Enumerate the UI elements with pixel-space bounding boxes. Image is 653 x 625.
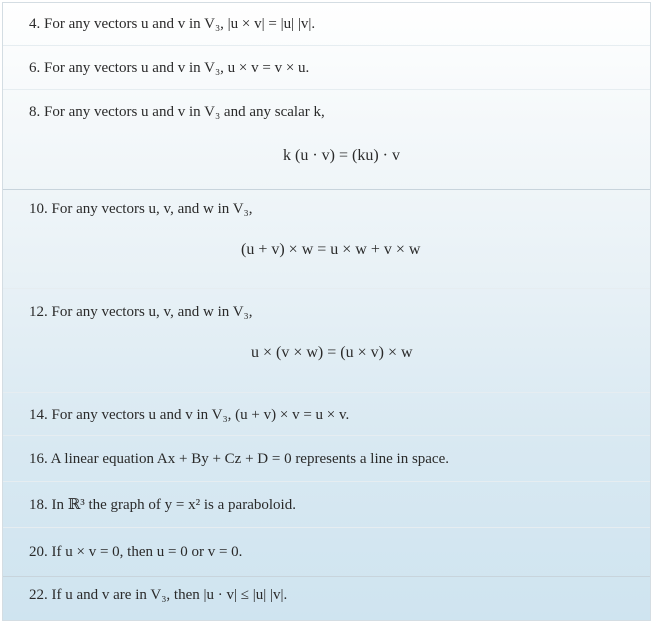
divider — [3, 288, 650, 289]
divider — [3, 481, 650, 482]
divider — [3, 527, 650, 528]
problem-18: 18. In ℝ³ the graph of y = x² is a paraboloid. — [29, 497, 296, 513]
problem-10-display-equation: (u + v) × w = u × w + v × w — [241, 241, 421, 258]
problem-8-display-equation: k (u · v) = (ku) · v — [283, 147, 400, 164]
problem-12: 12. For any vectors u, v, and w in V₃, — [29, 304, 253, 320]
problem-4: 4. For any vectors u and v in V₃, |u × v| = |u| |v|. — [29, 16, 316, 32]
problem-20: 20. If u × v = 0, then u = 0 or v = 0. — [29, 544, 243, 560]
problem-sheet — [2, 2, 651, 621]
divider — [3, 435, 650, 436]
problem-12-display-equation: u × (v × w) = (u × v) × w — [251, 344, 413, 361]
problem-16: 16. A linear equation Ax + By + Cz + D = 0 represents a line in space. — [29, 451, 449, 467]
divider — [3, 189, 650, 190]
problem-8: 8. For any vectors u and v in V₃ and any scalar k, — [29, 104, 325, 120]
problem-6: 6. For any vectors u and v in V₃, u × v = v × u. — [29, 60, 310, 76]
problem-10: 10. For any vectors u, v, and w in V₃, — [29, 201, 253, 217]
divider — [3, 89, 650, 90]
divider — [3, 576, 650, 577]
problem-22: 22. If u and v are in V₃, then |u · v| ≤ |u| |v|. — [29, 587, 288, 603]
divider — [3, 45, 650, 46]
divider — [3, 392, 650, 393]
problem-14: 14. For any vectors u and v in V₃, (u + v) × v = u × v. — [29, 407, 350, 423]
